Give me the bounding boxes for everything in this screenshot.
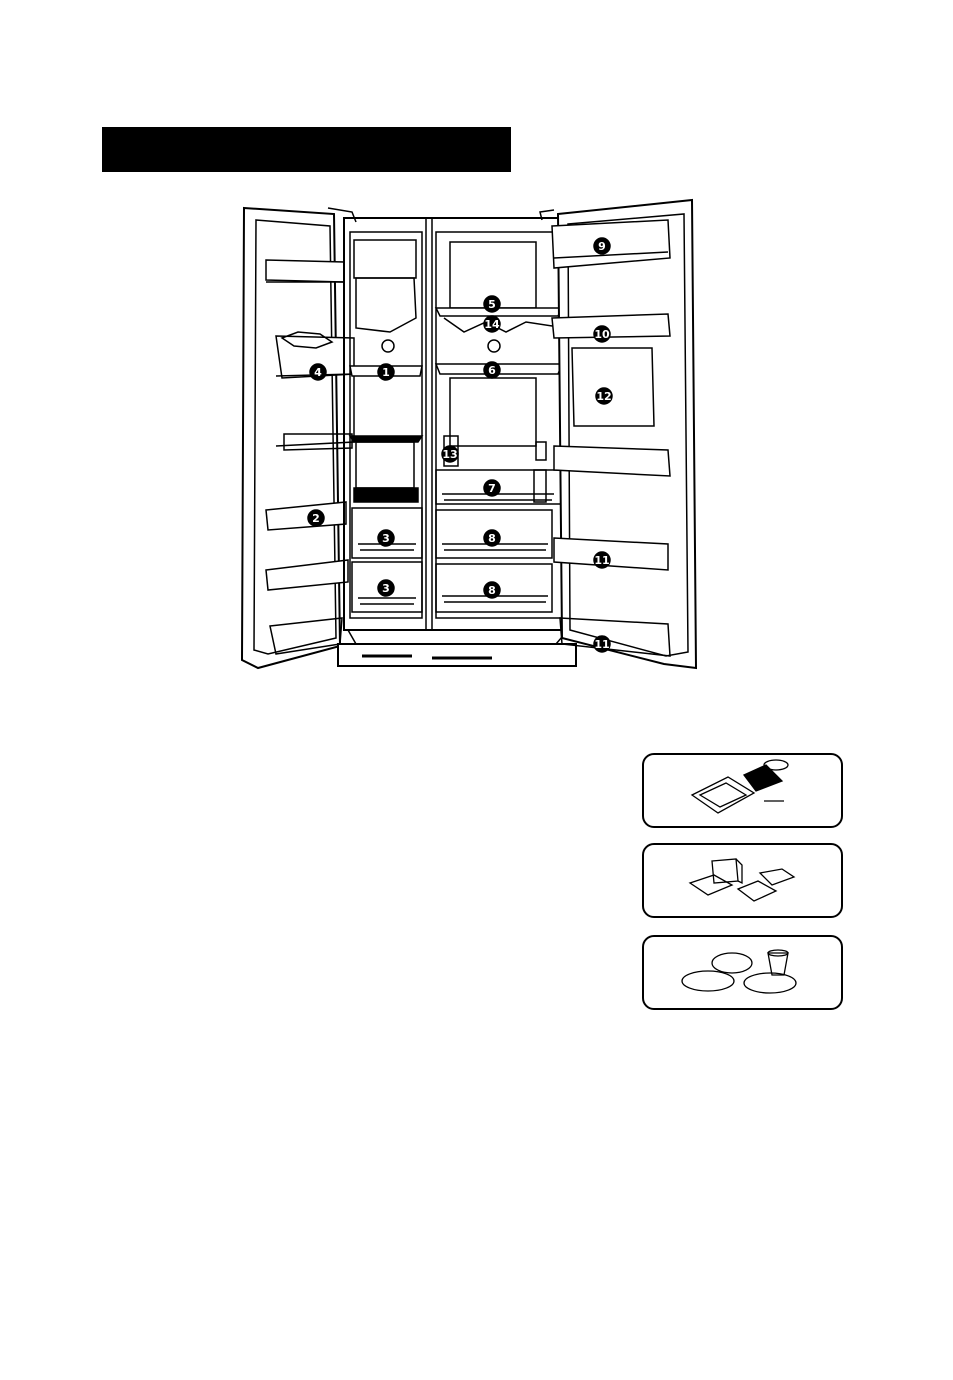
left-door xyxy=(242,208,354,668)
callout-9: 9 xyxy=(598,240,606,253)
callout-4: 4 xyxy=(314,366,322,379)
prepared-food-plates-icon xyxy=(642,935,843,1010)
callout-2: 2 xyxy=(312,512,320,525)
section-title-bar xyxy=(102,127,511,172)
callout-13: 13 xyxy=(442,448,458,461)
callout-1: 1 xyxy=(382,366,390,379)
wrapped-meat-icon xyxy=(642,843,843,918)
callout-8: 8 xyxy=(488,584,496,597)
refrigerator-diagram xyxy=(236,198,700,674)
callout-6: 6 xyxy=(488,364,496,377)
callout-11: 11 xyxy=(594,554,610,567)
callout-7: 7 xyxy=(488,482,496,495)
callout-12: 12 xyxy=(596,390,612,403)
callout-10: 10 xyxy=(594,328,610,341)
right-door xyxy=(540,200,696,668)
callout-5: 5 xyxy=(488,298,496,311)
callout-11: 11 xyxy=(594,638,610,651)
callout-3: 3 xyxy=(382,532,390,545)
callout-8: 8 xyxy=(488,532,496,545)
frozen-food-package-icon xyxy=(642,753,843,828)
callout-14: 14 xyxy=(484,318,500,331)
kick-plate xyxy=(338,630,576,666)
cabinet xyxy=(344,218,568,630)
callout-3: 3 xyxy=(382,582,390,595)
